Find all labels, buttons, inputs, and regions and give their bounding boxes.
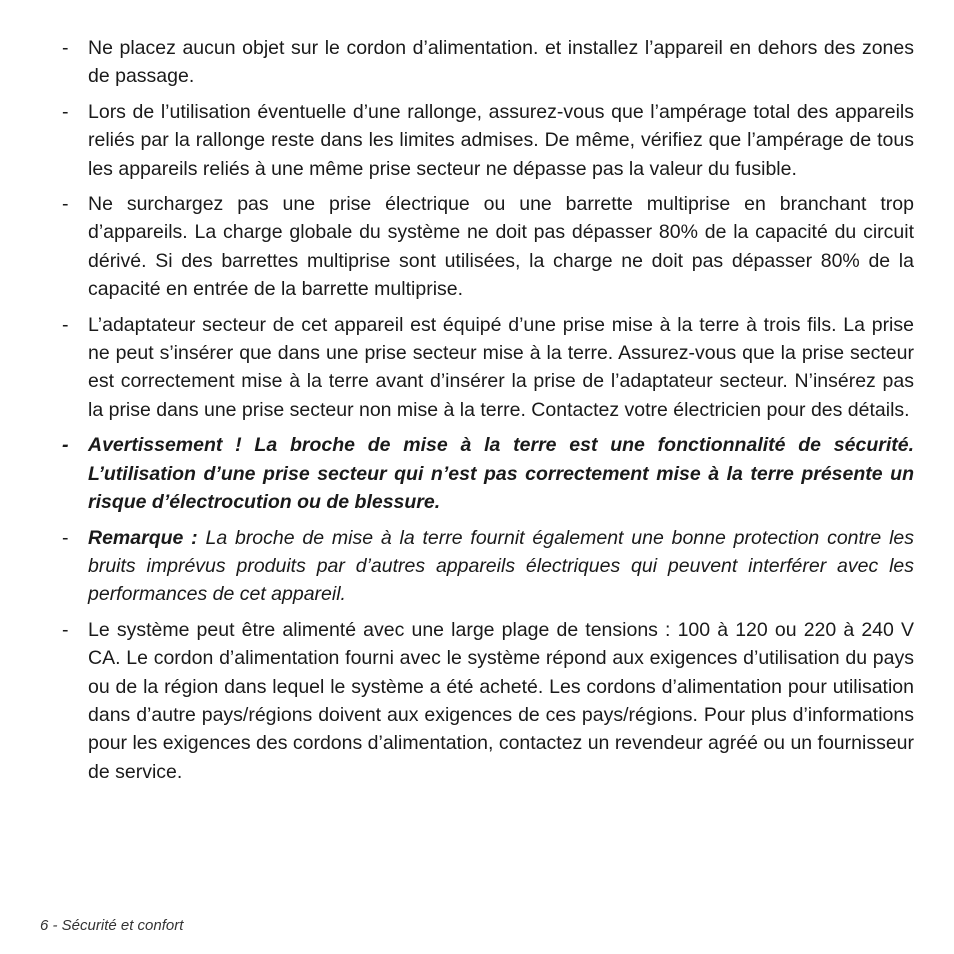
note-label: Remarque : — [88, 526, 198, 549]
list-item — [62, 98, 914, 183]
page-footer: 6 - Sécurité et confort — [40, 917, 184, 934]
note-text-block — [88, 524, 914, 609]
list-item — [62, 190, 914, 304]
list-bullet: - — [62, 618, 69, 641]
list-item — [62, 616, 914, 786]
warning-item — [62, 431, 914, 516]
list-item — [62, 311, 914, 425]
list-bullet: - — [62, 100, 69, 123]
note-item — [62, 524, 914, 609]
list-item-text: Ne surchargez pas une prise électrique ou une barrette multiprise en branchant trop d’appareils. La charge globale du système ne doit pas dépasser 80% de la capacité du circuit dérivé. Si des barrettes multiprise sont utilisées, la charge ne doit pas dépasser 80% de la capacité en entrée de la barrette multiprise. — [88, 193, 914, 301]
list-bullet: - — [62, 526, 69, 549]
list-item — [62, 34, 914, 91]
list-item-text: Ne placez aucun objet sur le cordon d’alimentation. et installez l’appareil en dehors des zones de passage. — [88, 37, 914, 88]
list-item-text: Le système peut être alimenté avec une large plage de tensions : 100 à 120 ou 220 à 240 V CA. Le cordon d’alimentation fourni avec le système répond aux exigences d’utilisation du pays ou de la région dans lequel le système a été acheté. Les cordons d’alimentation pour utilisation dans d’autre pays/régions doivent aux exigences de ces pays/régions. Pour plus d’informations pour les exigences des cordons d’alimentation, contactez un revendeur agréé ou un fournisseur de service. — [88, 618, 915, 783]
list-bullet: - — [62, 193, 69, 216]
list-bullet: - — [62, 313, 69, 336]
note-text: La broche de mise à la terre fournit également une bonne protection contre les bruits imprévus produits par d’autres appareils électriques qui peuvent interférer avec les performances de cet appareil. — [88, 526, 915, 606]
list-item-text: L’adaptateur secteur de cet appareil est équipé d’une prise mise à la terre à trois fils. La prise ne peut s’insérer que dans une prise secteur mise à la terre. Assurez-vous que la prise secteur est correctement mise à la terre avant d’insérer la prise de l’adaptateur secteur. N’insérez pas la prise dans une prise secteur non mise à la terre. Contactez votre électricien pour des détails. — [88, 313, 914, 421]
list-bullet: - — [62, 37, 69, 59]
list-item-text: Lors de l’utilisation éventuelle d’une rallonge, assurez-vous que l’ampérage total des appareils reliés par la rallonge reste dans les limites admises. De même, vérifiez que l’ampérage de tous les appareils reliés à une même prise secteur ne dépasse pas la valeur du fusible. — [88, 100, 914, 180]
warning-text: Avertissement ! La broche de mise à la terre est une fonctionnalité de sécurité. L’utilisation d’une prise secteur qui n’est pas correctement mise à la terre présente un risque d’électrocution ou de blessure. — [88, 434, 914, 514]
list-bullet: - — [62, 434, 69, 457]
document-body — [62, 34, 914, 793]
